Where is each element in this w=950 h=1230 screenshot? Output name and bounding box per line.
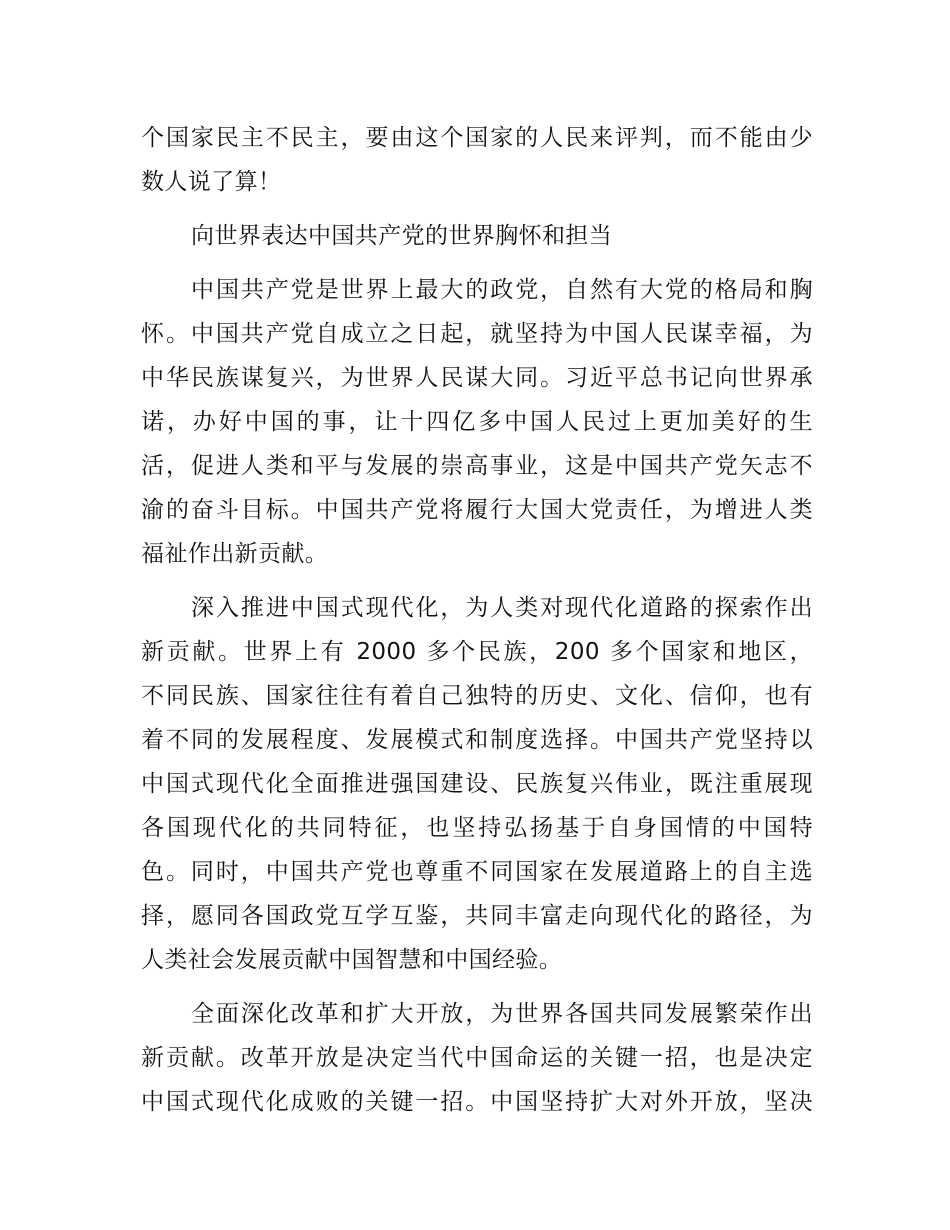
paragraph-3 <box>141 268 813 576</box>
text-line: 新贡献。世界上有 2000 多个民族，200 多个国家和地区， <box>141 639 813 665</box>
text-line: 新贡献。改革开放是决定当代中国命运的关键一招，也是决定 <box>141 1045 813 1071</box>
text-line: 福祉作出新贡献。 <box>141 541 329 567</box>
text-line: 色。同时，中国共产党也尊重不同国家在发展道路上的自主选 <box>141 859 813 885</box>
text-line: 渝的奋斗目标。中国共产党将履行大国大党责任，为增进人类 <box>141 497 813 523</box>
paragraph-5 <box>141 992 813 1124</box>
text-line: 深入推进中国式现代化，为人类对现代化道路的探索作出 <box>191 595 813 621</box>
text-line: 中华民族谋复兴，为世界人民谋大同。习近平总书记向世界承 <box>141 365 813 391</box>
text-line: 诺，办好中国的事，让十四亿多中国人民过上更加美好的生 <box>141 409 813 435</box>
text-line: 活，促进人类和平与发展的崇高事业，这是中国共产党矢志不 <box>141 453 813 479</box>
text-line: 个国家民主不民主，要由这个国家的人民来评判，而不能由少 <box>141 125 813 151</box>
text-line: 中国式现代化成败的关键一招。中国坚持扩大对外开放，坚决 <box>141 1089 813 1115</box>
text-line: 择，愿同各国政党互学互鉴，共同丰富走向现代化的路径，为 <box>141 903 813 929</box>
heading-text: 向世界表达中国共产党的世界胸怀和担当 <box>191 223 613 249</box>
text-line: 人类社会发展贡献中国智慧和中国经验。 <box>141 947 563 973</box>
text-line: 不同民族、国家往往有着自己独特的历史、文化、信仰，也有 <box>141 683 813 709</box>
text-line: 全面深化改革和扩大开放，为世界各国共同发展繁荣作出 <box>191 1001 813 1027</box>
paragraph-1 <box>141 116 813 204</box>
text-line: 中国式现代化全面推进强国建设、民族复兴伟业，既注重展现 <box>141 771 813 797</box>
text-line: 各国现代化的共同特征，也坚持弘扬基于自身国情的中国特 <box>141 815 813 841</box>
document-body <box>141 116 813 1124</box>
text-line: 中国共产党是世界上最大的政党，自然有大党的格局和胸 <box>191 277 813 303</box>
text-line: 着不同的发展程度、发展模式和制度选择。中国共产党坚持以 <box>141 727 813 753</box>
text-line: 数人说了算！ <box>141 169 282 195</box>
text-line: 怀。中国共产党自成立之日起，就坚持为中国人民谋幸福，为 <box>141 321 813 347</box>
paragraph-4 <box>141 586 813 982</box>
section-heading <box>141 214 813 258</box>
